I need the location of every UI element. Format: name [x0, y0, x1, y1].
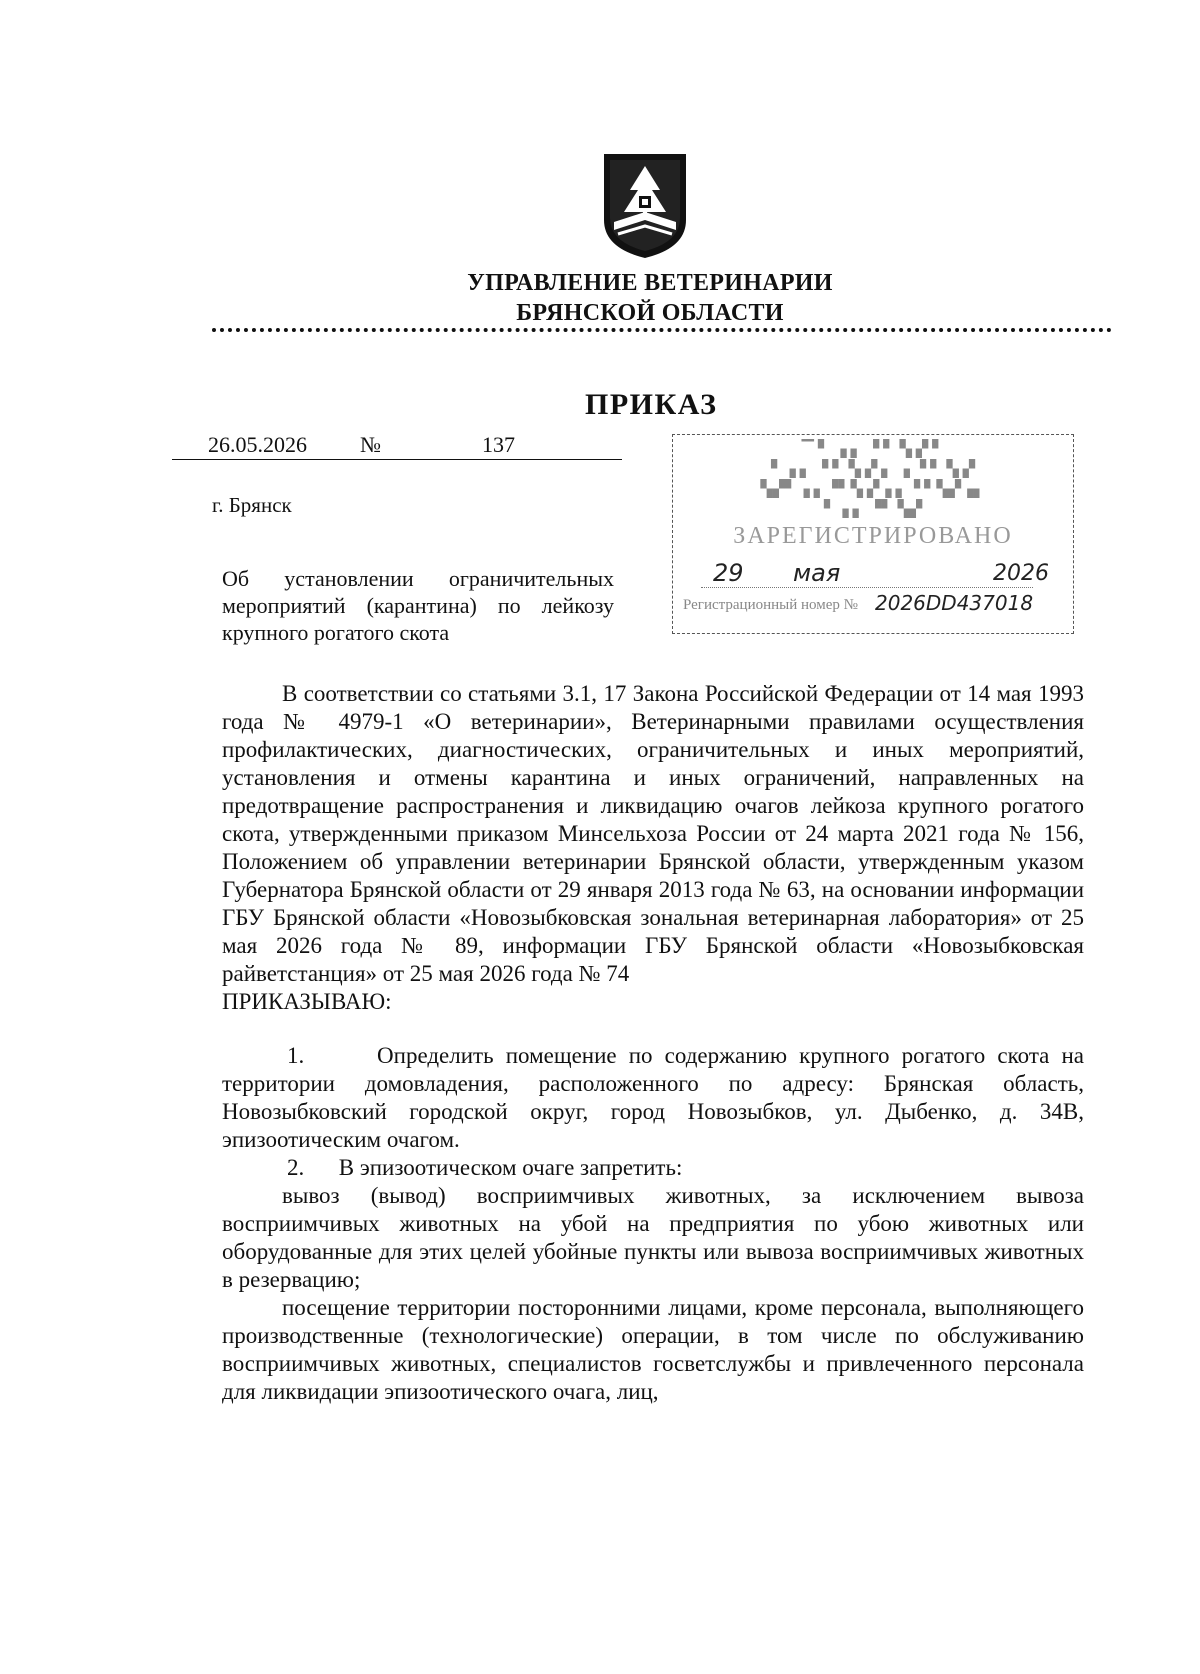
stamp-faded-line: ▘▗ ▖ ▝▘ ▚▞ [823, 501, 923, 518]
document-number: 137 [482, 432, 515, 457]
number-sign: № [360, 432, 381, 457]
preamble-paragraph: В соответствии со статьями 3.1, 17 Закона Российской Федерации от 14 мая 1993 года № 4979-1 «О ветеринарии», Ветеринарными правилами осуществления профилактических, диагностических, ограничительных и иных мероприятий, установления и отмены карантина и иных ограничений, направленных на предотвращение распространения и ликвидацию очагов лейкоза крупного рогатого скота, утвержденными приказом Минсельхоза России от 24 марта 2021 года № 156, Положением об управлении ветеринарии Брянской области, утвержденным указом Губернатора Брянской области от 29 января 2013 года № 63, на основании информации ГБУ Брянской области «Новозыбковская зональная ветеринарная лаборатория» от 25 мая 2026 года № 89, информации ГБУ Брянской области «Новозыбковская райветстанция» от 25 мая 2026 года № 74 [222, 681, 1084, 986]
stamp-registered-label: ЗАРЕГИСТРИРОВАНО [733, 523, 1013, 549]
decree-word: ПРИКАЗЫВАЮ: [222, 989, 392, 1014]
order-item-2-number: 2. [287, 1155, 305, 1180]
city-of-issue: г. Брянск [212, 493, 292, 517]
document-title: ПРИКАЗ [585, 388, 718, 421]
order-item-1-number: 1. [287, 1043, 305, 1068]
order-item-1-text: Определить помещение по содержанию крупного рогатого скота на территории домовладения, расположенного по адресу: Брянская область, Новозыбковский городской округ, город Новозыбков, ул. Дыбенко, д. 34В, эпизоотическим очагом. [222, 1043, 1085, 1152]
coat-of-arms-emblem [600, 150, 690, 262]
order-item-1 [222, 1042, 1084, 1154]
registration-stamp [672, 434, 1074, 634]
stamp-year-handwritten: 2026 [993, 561, 1049, 586]
document-subject: Об установлении ограничительных мероприятий (карантина) по лейкозу крупного рогатого скота [222, 566, 614, 645]
stamp-registration-label: Регистрационный номер № [683, 597, 858, 613]
organization-name-line1: УПРАВЛЕНИЕ ВЕТЕРИНАРИИ [467, 270, 833, 296]
stamp-day-handwritten: 29 [713, 559, 744, 587]
order-item-2-subitem-a: вывоз (вывод) восприимчивых животных, за исключением вывоза восприимчивых животных на убой на предприятия по убою животных или оборудованные для этих целей убойные пункты или вывоза восприимчивых животных в резервацию; [222, 1183, 1084, 1292]
header-dotted-divider [212, 328, 1112, 332]
order-item-2 [222, 1154, 1084, 1182]
order-item-2-text: В эпизоотическом очаге запретить: [338, 1155, 683, 1180]
document-body [222, 680, 1084, 1406]
stamp-faded-line: ▘▗ ▖ ▝ ▘ ▚ ▞ ▖ ▗ ▝ ▘ ▚ ▞ [771, 461, 975, 478]
document-date: 26.05.2026 [208, 432, 307, 457]
stamp-faded-line: ▚▞▘▗ ▖▝▘▚ ▞▗ ▖▝ ▘▚▞▗▖ [760, 481, 986, 498]
date-number-underline [172, 459, 622, 460]
stamp-month-handwritten: мая [793, 559, 841, 587]
stamp-registration-number: 2026DD437018 [875, 591, 1034, 615]
stamp-date-line [701, 587, 1033, 588]
order-item-2-subitem-b: посещение территории посторонними лицами, кроме персонала, выполняющего производственные (технологические) операции, в том числе по обслуживанию восприимчивых животных, специалистов госветслужбы и привлеченного персонала для ликвидации эпизоотического очага, лиц, [222, 1295, 1084, 1404]
organization-name-line2: БРЯНСКОЙ ОБЛАСТИ [516, 300, 784, 326]
stamp-faded-line: ▔ ▘ ▗ ▖ ▝ ▘ ▚ ▞ ▘ [801, 441, 945, 458]
date-number-line [172, 432, 622, 462]
